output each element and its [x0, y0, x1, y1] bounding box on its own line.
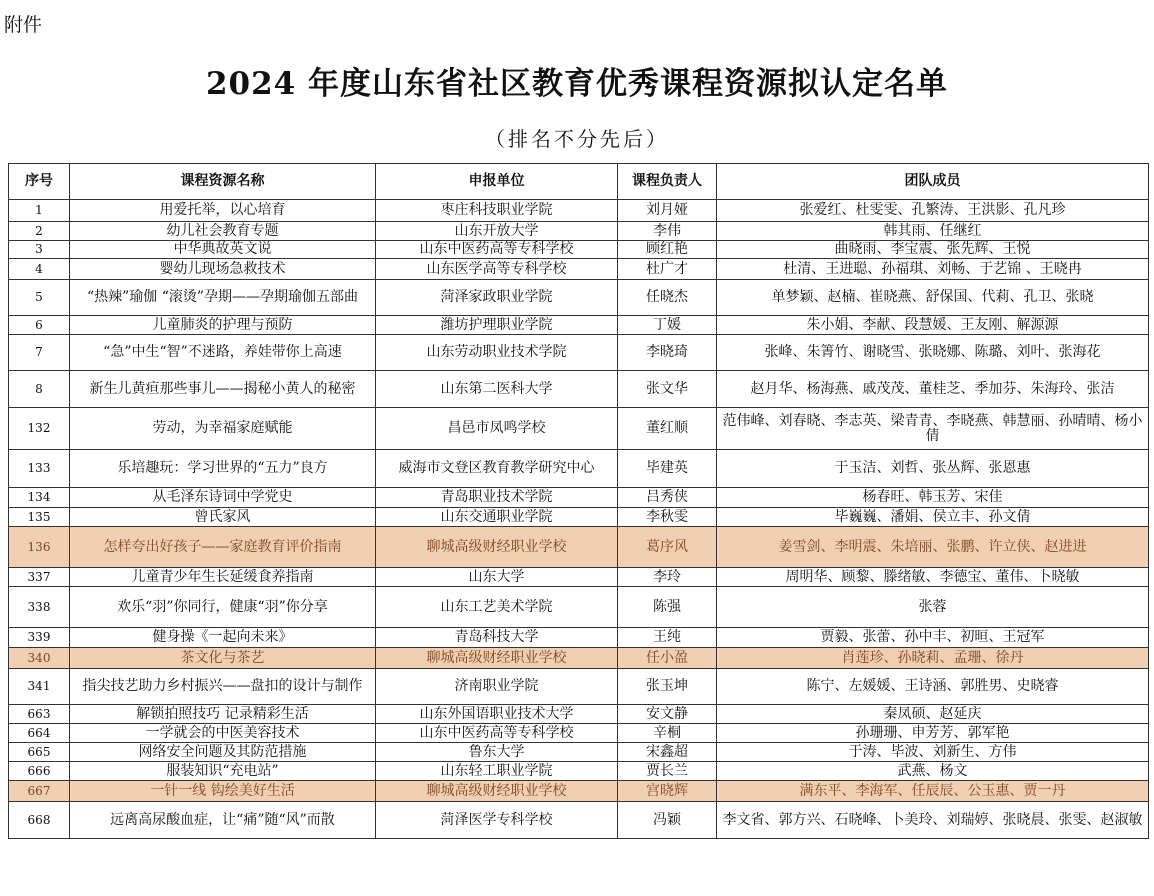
course-leader: 陈强 [618, 587, 717, 628]
team-members: 韩其雨、任继红 [717, 222, 1149, 241]
course-leader: 安文静 [618, 705, 717, 724]
course-name: 健身操《一起向未来》 [70, 628, 376, 648]
applicant-unit: 青岛职业技术学院 [376, 488, 618, 508]
team-members: 朱小娟、李献、段慧媛、王友刚、解源源 [717, 316, 1149, 335]
row-number: 4 [9, 259, 70, 280]
table-row [9, 781, 1149, 802]
team-members: 赵月华、杨海燕、戚茂茂、董桂芝、季加芬、朱海玲、张洁 [717, 371, 1149, 408]
applicant-unit: 青岛科技大学 [376, 628, 618, 648]
row-number: 341 [9, 669, 70, 705]
team-members: 曲晓雨、李宝震、张先辉、王悦 [717, 241, 1149, 259]
table-row [9, 568, 1149, 587]
table-row [9, 724, 1149, 743]
table-row [9, 743, 1149, 762]
applicant-unit: 山东外国语职业技术大学 [376, 705, 618, 724]
course-name: 指尖技艺助力乡村振兴——盘扣的设计与制作 [70, 669, 376, 705]
course-leader: 任晓杰 [618, 280, 717, 316]
course-name: 中华典故英文说 [70, 241, 376, 259]
row-number: 338 [9, 587, 70, 628]
table-row [9, 335, 1149, 371]
course-name: 怎样夸出好孩子——家庭教育评价指南 [70, 527, 376, 568]
course-leader: 任小盈 [618, 648, 717, 669]
course-name: 解锁拍照技巧 记录精彩生活 [70, 705, 376, 724]
applicant-unit: 山东中医药高等专科学校 [376, 724, 618, 743]
course-leader: 李晓琦 [618, 335, 717, 371]
course-leader: 贾长兰 [618, 762, 717, 781]
row-number: 136 [9, 527, 70, 568]
row-number: 667 [9, 781, 70, 802]
course-leader: 李伟 [618, 222, 717, 241]
table-row [9, 488, 1149, 508]
team-members: 张蓉 [717, 587, 1149, 628]
course-name: 服装知识“充电站” [70, 762, 376, 781]
course-name: 新生儿黄疸那些事儿——揭秘小黄人的秘密 [70, 371, 376, 408]
table-row [9, 280, 1149, 316]
row-number: 666 [9, 762, 70, 781]
course-leader: 张玉坤 [618, 669, 717, 705]
applicant-unit: 聊城高级财经职业学校 [376, 781, 618, 802]
course-name: 网络安全问题及其防范措施 [70, 743, 376, 762]
course-name: 用爱托举，以心培育 [70, 200, 376, 222]
applicant-unit: 鲁东大学 [376, 743, 618, 762]
table-row [9, 508, 1149, 527]
row-number: 134 [9, 488, 70, 508]
applicant-unit: 威海市文登区教育教学研究中心 [376, 450, 618, 488]
team-members: 孙珊珊、申芳芳、郭军艳 [717, 724, 1149, 743]
applicant-unit: 山东中医药高等专科学校 [376, 241, 618, 259]
applicant-unit: 菏泽家政职业学院 [376, 280, 618, 316]
course-name: “急”中生“智”不迷路，养娃带你上高速 [70, 335, 376, 371]
course-leader: 张文华 [618, 371, 717, 408]
row-number: 3 [9, 241, 70, 259]
row-number: 663 [9, 705, 70, 724]
team-members: 张峰、朱箐竹、谢晓雪、张晓娜、陈璐、刘叶、张海花 [717, 335, 1149, 371]
row-number: 6 [9, 316, 70, 335]
course-name: 一学就会的中医美容技术 [70, 724, 376, 743]
team-members: 贾毅、张蕾、孙中丰、初晅、王冠军 [717, 628, 1149, 648]
applicant-unit: 山东第二医科大学 [376, 371, 618, 408]
team-members: 于玉洁、刘哲、张丛辉、张恩惠 [717, 450, 1149, 488]
row-number: 665 [9, 743, 70, 762]
attachment-label: 附件 [4, 14, 43, 36]
team-members: 杜清、王进聪、孙福琪、刘畅、于艺锦 、王晓冉 [717, 259, 1149, 280]
applicant-unit: 潍坊护理职业学院 [376, 316, 618, 335]
course-leader: 吕秀侠 [618, 488, 717, 508]
course-leader: 顾红艳 [618, 241, 717, 259]
table-row [9, 259, 1149, 280]
course-name: 儿童青少年生长延缓食养指南 [70, 568, 376, 587]
column-header-course: 课程资源名称 [70, 164, 376, 200]
applicant-unit: 济南职业学院 [376, 669, 618, 705]
team-members: 肖莲珍、孙晓莉、孟珊、徐丹 [717, 648, 1149, 669]
row-number: 133 [9, 450, 70, 488]
applicant-unit: 菏泽医学专科学校 [376, 802, 618, 839]
table-row [9, 371, 1149, 408]
applicant-unit: 昌邑市凤鸣学校 [376, 408, 618, 450]
row-number: 340 [9, 648, 70, 669]
team-members: 武燕、杨文 [717, 762, 1149, 781]
table-row [9, 705, 1149, 724]
course-leader: 杜广才 [618, 259, 717, 280]
course-name: 一针一线 钩绘美好生活 [70, 781, 376, 802]
course-leader: 毕建英 [618, 450, 717, 488]
document-subtitle: （排名不分先后） [485, 127, 669, 151]
course-leader: 李玲 [618, 568, 717, 587]
table-row [9, 408, 1149, 450]
team-members: 杨春旺、韩玉芳、宋佳 [717, 488, 1149, 508]
team-members: 毕巍巍、潘娟、侯立丰、孙文倩 [717, 508, 1149, 527]
team-members: 单梦颖、赵楠、崔晓燕、舒保国、代莉、孔卫、张晓 [717, 280, 1149, 316]
table-row [9, 669, 1149, 705]
row-number: 132 [9, 408, 70, 450]
team-members: 李文省、郭方兴、石晓峰、卜美玲、刘瑞婷、张晓晨、张雯、赵淑敏 [717, 802, 1149, 839]
applicant-unit: 山东工艺美术学院 [376, 587, 618, 628]
applicant-unit: 山东大学 [376, 568, 618, 587]
table-row [9, 762, 1149, 781]
row-number: 135 [9, 508, 70, 527]
column-header-leader: 课程负责人 [618, 164, 717, 200]
applicant-unit: 聊城高级财经职业学校 [376, 527, 618, 568]
table-row [9, 527, 1149, 568]
column-header-members: 团队成员 [717, 164, 1149, 200]
applicant-unit: 山东轻工职业学院 [376, 762, 618, 781]
course-leader: 丁媛 [618, 316, 717, 335]
course-leader: 董红顺 [618, 408, 717, 450]
course-list-table [8, 163, 1149, 839]
team-members: 秦凤硕、赵延庆 [717, 705, 1149, 724]
row-number: 339 [9, 628, 70, 648]
course-name: 婴幼儿现场急救技术 [70, 259, 376, 280]
course-name: 乐培趣玩：学习世界的“五力”良方 [70, 450, 376, 488]
row-number: 2 [9, 222, 70, 241]
applicant-unit: 山东交通职业学院 [376, 508, 618, 527]
table-row [9, 241, 1149, 259]
column-header-unit: 申报单位 [376, 164, 618, 200]
table-row [9, 200, 1149, 222]
row-number: 7 [9, 335, 70, 371]
applicant-unit: 枣庄科技职业学院 [376, 200, 618, 222]
course-name: 从毛泽东诗词中学党史 [70, 488, 376, 508]
course-leader: 冯颖 [618, 802, 717, 839]
row-number: 337 [9, 568, 70, 587]
applicant-unit: 山东劳动职业技术学院 [376, 335, 618, 371]
table-row [9, 802, 1149, 839]
course-name: 远离高尿酸血症，让“痛”随“风”而散 [70, 802, 376, 839]
row-number: 664 [9, 724, 70, 743]
team-members: 姜雪剑、李明震、朱培丽、张鹏、许立侠、赵进进 [717, 527, 1149, 568]
team-members: 满东平、李海军、任辰辰、公玉惠、贾一丹 [717, 781, 1149, 802]
course-leader: 葛序风 [618, 527, 717, 568]
table-header-row [9, 164, 1149, 200]
team-members: 周明华、顾黎、滕绪敏、李德宝、董伟、卜晓敏 [717, 568, 1149, 587]
table-row [9, 648, 1149, 669]
row-number: 1 [9, 200, 70, 222]
course-name: 茶文化与茶艺 [70, 648, 376, 669]
course-leader: 李秋雯 [618, 508, 717, 527]
row-number: 5 [9, 280, 70, 316]
team-members: 陈宁、左媛媛、王诗涵、郭胜男、史晓睿 [717, 669, 1149, 705]
column-header-number: 序号 [9, 164, 70, 200]
course-name: “热辣”瑜伽 “滚烫”孕期——孕期瑜伽五部曲 [70, 280, 376, 316]
team-members: 于涛、毕波、刘新生、方伟 [717, 743, 1149, 762]
table-row [9, 628, 1149, 648]
row-number: 8 [9, 371, 70, 408]
document-title: 2024 年度山东省社区教育优秀课程资源拟认定名单 [205, 66, 949, 102]
course-name: 劳动，为幸福家庭赋能 [70, 408, 376, 450]
applicant-unit: 聊城高级财经职业学校 [376, 648, 618, 669]
table-row [9, 450, 1149, 488]
table-row [9, 316, 1149, 335]
course-name: 儿童肺炎的护理与预防 [70, 316, 376, 335]
course-name: 欢乐“羽”你同行，健康“羽”你分享 [70, 587, 376, 628]
course-leader: 辛桐 [618, 724, 717, 743]
course-leader: 王纯 [618, 628, 717, 648]
course-leader: 宫晓辉 [618, 781, 717, 802]
table-row [9, 222, 1149, 241]
team-members: 范伟峰、刘春晓、李志英、梁青青、李晓燕、韩慧丽、孙晴晴、杨小倩 [717, 408, 1149, 450]
applicant-unit: 山东开放大学 [376, 222, 618, 241]
team-members: 张爱红、杜雯雯、孔繁涛、王洪影、孔凡珍 [717, 200, 1149, 222]
course-name: 曾氏家风 [70, 508, 376, 527]
table-row [9, 587, 1149, 628]
row-number: 668 [9, 802, 70, 839]
course-leader: 宋鑫超 [618, 743, 717, 762]
course-leader: 刘月娅 [618, 200, 717, 222]
applicant-unit: 山东医学高等专科学校 [376, 259, 618, 280]
course-name: 幼儿社会教育专题 [70, 222, 376, 241]
